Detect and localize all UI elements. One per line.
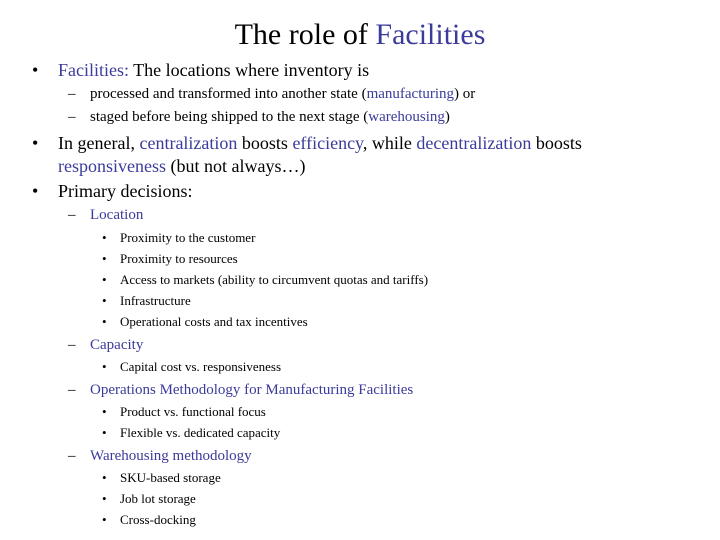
general-p5: (but not always…)	[165, 156, 306, 176]
location-item	[102, 313, 308, 331]
sub-staged-pre: staged before being shipped to the next stage (	[90, 109, 369, 125]
operations-label: Operations Methodology for Manufacturing Facilities	[90, 382, 414, 398]
bullet-marker: •	[32, 60, 39, 80]
operations-item-text: Flexible vs. dedicated capacity	[120, 425, 281, 440]
bullet-general-continued	[58, 154, 305, 178]
location-item	[102, 271, 428, 289]
location-item	[102, 229, 255, 247]
operations-item	[102, 424, 280, 442]
location-item-text: Proximity to resources	[120, 251, 238, 266]
responsiveness-term: responsiveness	[58, 156, 166, 176]
sub-staged	[68, 107, 450, 127]
general-p4: boosts	[531, 133, 582, 153]
bullet-facilities	[32, 58, 369, 82]
bullet-general	[32, 131, 582, 155]
warehousing-item	[102, 469, 221, 487]
bullet-marker: •	[32, 181, 39, 201]
decentralization-term: decentralization	[416, 133, 532, 153]
sub-processed-post: ) or	[454, 86, 476, 102]
warehousing-item-text: Job lot storage	[120, 491, 196, 506]
dash-marker: –	[68, 207, 76, 223]
decision-warehousing	[68, 446, 252, 466]
facilities-definition: The locations where inventory is	[129, 60, 370, 80]
centralization-term: centralization	[139, 133, 238, 153]
dash-marker: –	[68, 382, 76, 398]
dash-marker: –	[68, 86, 76, 102]
warehousing-item	[102, 490, 196, 508]
title-highlight: Facilities	[375, 18, 486, 51]
bullet-marker: •	[32, 133, 39, 153]
location-item-text: Proximity to the customer	[120, 230, 256, 245]
location-item-text: Infrastructure	[120, 293, 191, 308]
decision-capacity	[68, 335, 143, 355]
bullet-marker: •	[102, 293, 107, 308]
location-item-text: Operational costs and tax incentives	[120, 314, 308, 329]
location-item-text: Access to markets (ability to circumvent quotas and tariffs)	[120, 272, 429, 287]
slide-title	[0, 16, 720, 54]
decision-operations	[68, 380, 413, 400]
warehousing-item-text: Cross-docking	[120, 512, 196, 527]
bullet-marker: •	[102, 404, 107, 419]
warehousing-item-text: SKU-based storage	[120, 470, 221, 485]
bullet-marker: •	[102, 491, 107, 506]
efficiency-term: efficiency	[292, 133, 363, 153]
sub-staged-post: )	[444, 109, 450, 125]
capacity-label: Capacity	[90, 337, 144, 353]
bullet-marker: •	[102, 512, 107, 527]
warehousing-term: warehousing	[368, 109, 445, 125]
sub-processed-pre: processed and transformed into another state (	[90, 86, 367, 102]
dash-marker: –	[68, 109, 76, 125]
bullet-marker: •	[102, 314, 107, 329]
facilities-term: Facilities:	[58, 60, 129, 80]
bullet-primary-decisions	[32, 179, 192, 203]
bullet-marker: •	[102, 272, 107, 287]
primary-decisions-text: Primary decisions:	[58, 181, 193, 201]
location-item	[102, 292, 191, 310]
bullet-marker: •	[102, 470, 107, 485]
location-label: Location	[90, 207, 144, 223]
general-p1: In general,	[58, 133, 140, 153]
warehousing-label: Warehousing methodology	[90, 448, 252, 464]
warehousing-item	[102, 511, 196, 529]
capacity-item	[102, 358, 281, 376]
general-p2: boosts	[237, 133, 293, 153]
general-p3: , while	[362, 133, 417, 153]
capacity-item-text: Capital cost vs. responsiveness	[120, 359, 282, 374]
bullet-marker: •	[102, 425, 107, 440]
bullet-marker: •	[102, 251, 107, 266]
manufacturing-term: manufacturing	[366, 86, 455, 102]
bullet-marker: •	[102, 359, 107, 374]
dash-marker: –	[68, 448, 76, 464]
operations-item-text: Product vs. functional focus	[120, 404, 266, 419]
bullet-marker: •	[102, 230, 107, 245]
location-item	[102, 250, 238, 268]
sub-processed	[68, 84, 475, 104]
operations-item	[102, 403, 266, 421]
title-plain: The role of	[234, 18, 376, 51]
decision-location	[68, 205, 143, 225]
dash-marker: –	[68, 337, 76, 353]
